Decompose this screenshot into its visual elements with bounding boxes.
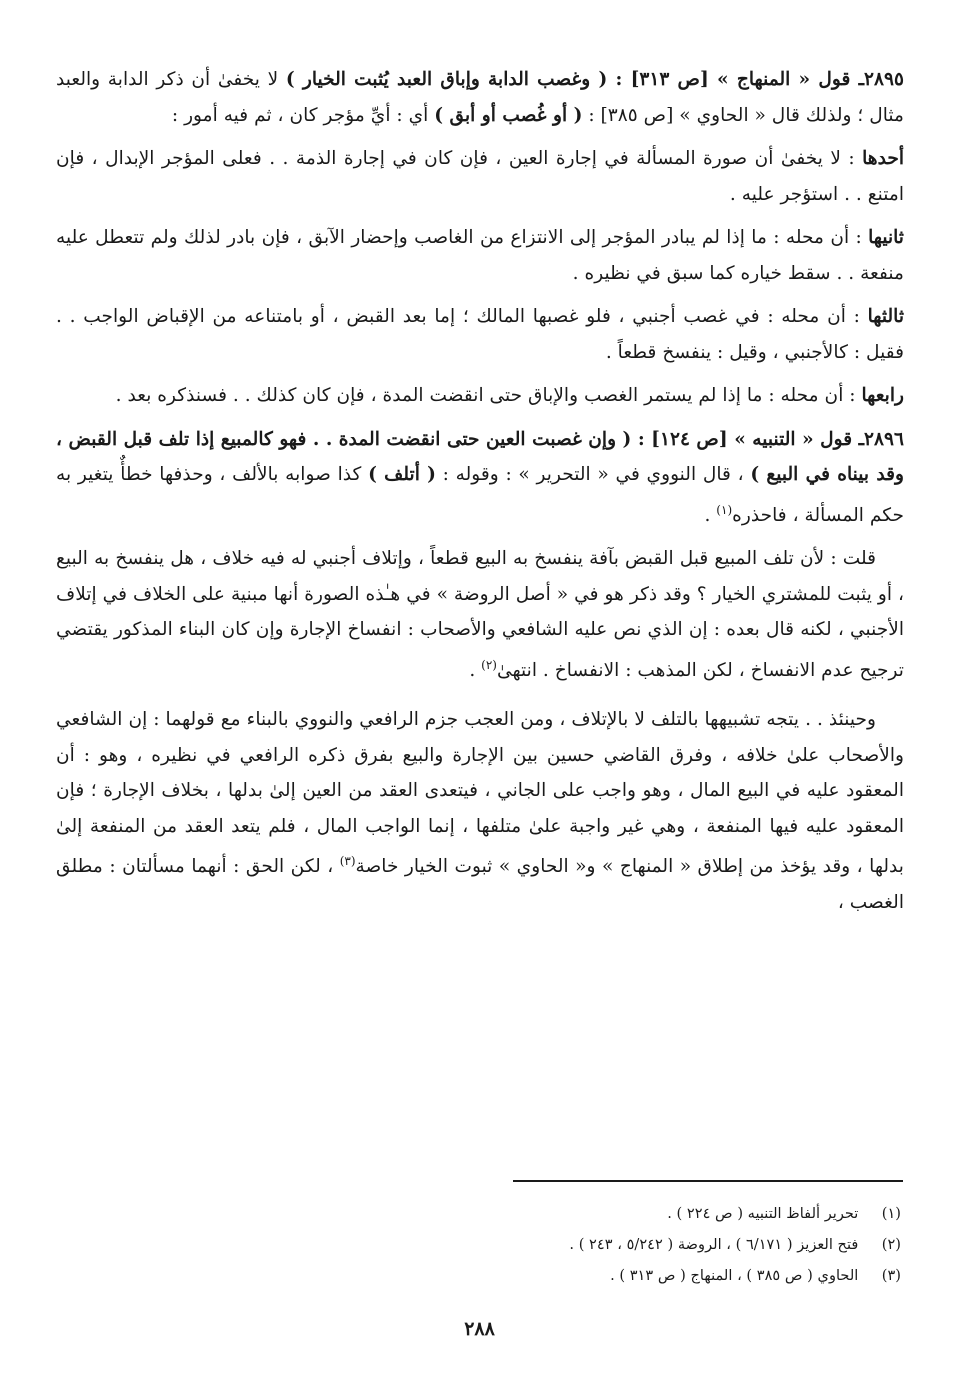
bold-text: ٢٨٩٥ـ قول « المنهاج » [ص ٣١٣] : xyxy=(607,69,904,90)
paragraph xyxy=(56,541,904,688)
text-segment: . xyxy=(469,659,482,681)
page-number: ٢٨٨ xyxy=(464,1318,495,1340)
paragraph xyxy=(56,141,904,212)
paragraph xyxy=(56,220,904,291)
footnote-text: فتح العزيز ( ٦/١٧١ ) ، الروضة ( ٥/٢٤٢ ، ٢٤٣ ) . xyxy=(569,1236,859,1253)
bold-text: رابعها xyxy=(861,385,904,406)
footnote xyxy=(61,1260,901,1291)
footnote-ref: (١) xyxy=(716,502,733,517)
paragraph xyxy=(56,378,904,414)
text-segment: لا يخفىٰ أن ذكر الدابة والعبد مثال ؛ ولذلك قال « الحاوي » [ص ٣٨٥] : xyxy=(56,69,904,126)
bold-text: ( وغصب الدابة وإباق العبد يُثبت الخيار ) xyxy=(285,69,608,90)
bold-text: أحدها xyxy=(862,148,904,169)
text-segment: : لا يخفىٰ أن صورة المسألة في إجارة العين ، فإن كان في إجارة الذمة . . فعلى المؤجر الإبدال ، فإن امتنع . . استؤجر عليه . xyxy=(56,148,904,205)
footnote-number: (١) xyxy=(881,1205,901,1222)
bold-text: ( أو غُصب أو أبق ) xyxy=(434,104,583,126)
text-segment: : أن محله : ما إذا لم يبادر المؤجر إلى الانتزاع من الغاصب وإحضار الآبق ، فإن بادر لذلك ولم تتعطل عليه منفعة . . سقط خياره كما سبق في نظيره . xyxy=(56,227,904,284)
footnote-number: (٣) xyxy=(881,1267,901,1284)
bold-text: ثانيها xyxy=(868,227,904,248)
main-text xyxy=(56,62,904,929)
bold-text: ثالثها xyxy=(867,306,904,327)
text-segment: . xyxy=(704,504,717,526)
paragraph xyxy=(56,62,904,133)
text-segment: أي : أيِّ مؤجر كان ، ثم فيه أمور : xyxy=(171,104,435,126)
text-segment: ، قال النووي في « التحرير » : وقوله : xyxy=(435,464,751,485)
bold-text: ( أتلف ) xyxy=(368,464,436,485)
footnote-ref: (٣) xyxy=(339,854,356,869)
footnote-divider xyxy=(513,1180,903,1182)
text-segment: قلت : لأن تلف المبيع قبل القبض بآفة ينفسخ به البيع قطعاً ، وإتلاف أجنبي له فيه خلاف ، هل ينفسخ به البيع ، أو يثبت للمشتري الخيار ؟ وقد ذكر هو في « أصل الروضة » في هـٰذه الصورة أنها مبنية على الخلاف في إتلاف الأجنبي ، لكنه قال بعده : إن الذي نص عليه الشافعي والأصحاب : انفساخ الإجارة وإن كان البناء المذكور يقتضي ترجيح عدم الانفساخ ، لكن المذهب : الانفساخ . انتهىٰ xyxy=(56,548,904,681)
paragraph xyxy=(56,299,904,370)
text-segment: ، لكن الحق : أنهما مسألتان : مطلق الغصب ، xyxy=(56,856,904,914)
paragraph xyxy=(56,422,904,534)
bold-text: ( وإن غصبت العين حتى انقضت المدة . . فهو كالمبيع إذا تلف قبل القبض ، وقد بيناه في البيع ) xyxy=(56,428,904,485)
paragraph xyxy=(56,702,904,920)
footnote xyxy=(61,1229,901,1260)
footnote-text: الحاوي ( ص ٣٨٥ ) ، المنهاج ( ص ٣١٣ ) . xyxy=(610,1267,859,1284)
text-segment: : أن محله : ما إذا لم يستمر الغصب والإباق حتى انقضت المدة ، فإن كان كذلك . . فسنذكره بعد . xyxy=(115,385,862,406)
bold-text: ٢٨٩٦ـ قول « التنبيه » [ص ١٢٤] : xyxy=(631,428,904,450)
footnote-text: تحرير ألفاظ التنبيه ( ص ٢٢٤ ) . xyxy=(667,1205,859,1222)
footnote xyxy=(61,1198,901,1229)
footnote-number: (٢) xyxy=(881,1236,901,1253)
text-segment: وحينئذ . . يتجه تشبيهها بالتلف لا بالإتلاف ، ومن العجب جزم الرافعي والنووي بالبناء مع قولهما : إن الشافعي والأصحاب علىٰ خلافه ، وفرق القاضي حسين بين الإجارة والبيع بفرق ذكره الرافعي في نظيره ، وهو : أن المعقود عليه في البيع المال ، وهو واجب على الجاني ، فيتعدى العقد من العين إلىٰ بدلها ، بخلاف الإجارة ؛ فإن المعقود عليه فيها المنفعة ، وهي غير واجبة علىٰ متلفها ، إنما الواجب المال ، فلم يتعد العقد من المنفعة إلىٰ بدلها ، وقد يؤخذ من إطلاق « المنهاج » و« الحاوي » ثبوت الخيار خاصة xyxy=(56,709,904,878)
footnotes xyxy=(61,1198,901,1291)
text-segment: كذا صوابه بالألف ، وحذفها خطأٌ يتغير به حكم المسألة ، فاحذره xyxy=(56,464,904,526)
text-segment: : أن محله : في غصب أجنبي ، فلو غصبها المالك ؛ إما بعد القبض ، أو بامتناعه من الإقباض الواجب . . فقيل : كالأجنبي ، وقيل : ينفسخ قطعاً . xyxy=(56,306,904,363)
footnote-ref: (٢) xyxy=(481,657,497,672)
